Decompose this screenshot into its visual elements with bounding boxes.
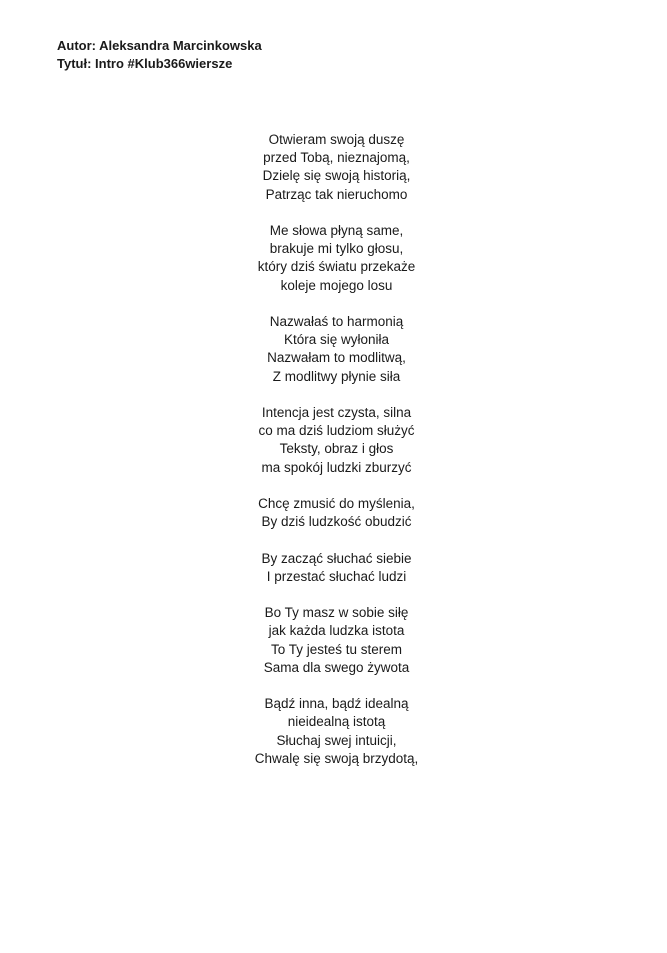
poem-line: I przestać słuchać ludzi bbox=[266, 568, 407, 584]
poem-line: Otwieram swoją duszę bbox=[268, 132, 405, 147]
poem-line: By zacząć słuchać siebie bbox=[261, 550, 412, 566]
poem-line: Nazwałaś to harmonią bbox=[269, 314, 404, 329]
poem-line: Intencja jest czysta, silna bbox=[261, 405, 412, 420]
title-line: Tytuł: Intro #Klub366wiersze bbox=[57, 56, 233, 71]
poem-line: nieidealną istotą bbox=[287, 714, 386, 730]
poem-line: co ma dziś ludziom służyć bbox=[258, 423, 415, 439]
poem-line: ma spokój ludzki zburzyć bbox=[261, 459, 412, 475]
poem-line: By dziś ludzkość obudzić bbox=[261, 514, 412, 530]
stanza-1 bbox=[0, 131, 667, 204]
document-header bbox=[57, 37, 262, 73]
poem-line: Chcę zmusić do myślenia, bbox=[258, 496, 415, 511]
stanza-4 bbox=[0, 404, 667, 477]
poem-line: Me słowa płyną same, bbox=[269, 223, 404, 238]
poem-body bbox=[0, 131, 667, 786]
author-line: Autor: Aleksandra Marcinkowska bbox=[57, 38, 262, 53]
stanza-6 bbox=[0, 550, 667, 586]
poem-line: który dziś światu przekaże bbox=[257, 259, 416, 275]
poem-line: Bo Ty masz w sobie siłę bbox=[264, 605, 409, 621]
poem-line: Bądź inna, bądź idealną bbox=[264, 696, 409, 712]
stanza-8 bbox=[0, 695, 667, 768]
poem-line: jak każda ludzka istota bbox=[268, 623, 405, 639]
poem-line: Dzielę się swoją historią, bbox=[262, 168, 411, 184]
poem-line: Nazwałam to modlitwą, bbox=[267, 350, 406, 366]
poem-line: To Ty jesteś tu sterem bbox=[270, 641, 403, 657]
poem-line: Patrząc tak nieruchomo bbox=[265, 186, 408, 202]
stanza-2 bbox=[0, 222, 667, 295]
stanza-3 bbox=[0, 313, 667, 386]
poem-line: Która się wyłoniła bbox=[283, 332, 390, 348]
stanza-5 bbox=[0, 495, 667, 531]
poem-line: brakuje mi tylko głosu, bbox=[269, 241, 404, 257]
poem-line: Słuchaj swej intuicji, bbox=[276, 732, 397, 748]
poem-line: Sama dla swego żywota bbox=[263, 659, 410, 675]
poem-line: Chwalę się swoją brzydotą, bbox=[254, 750, 419, 766]
stanza-7 bbox=[0, 604, 667, 677]
poem-line: przed Tobą, nieznajomą, bbox=[263, 150, 410, 166]
poem-line: Z modlitwy płynie siła bbox=[272, 368, 401, 384]
poem-line: koleje mojego losu bbox=[280, 277, 393, 293]
poem-line: Teksty, obraz i głos bbox=[279, 441, 394, 457]
